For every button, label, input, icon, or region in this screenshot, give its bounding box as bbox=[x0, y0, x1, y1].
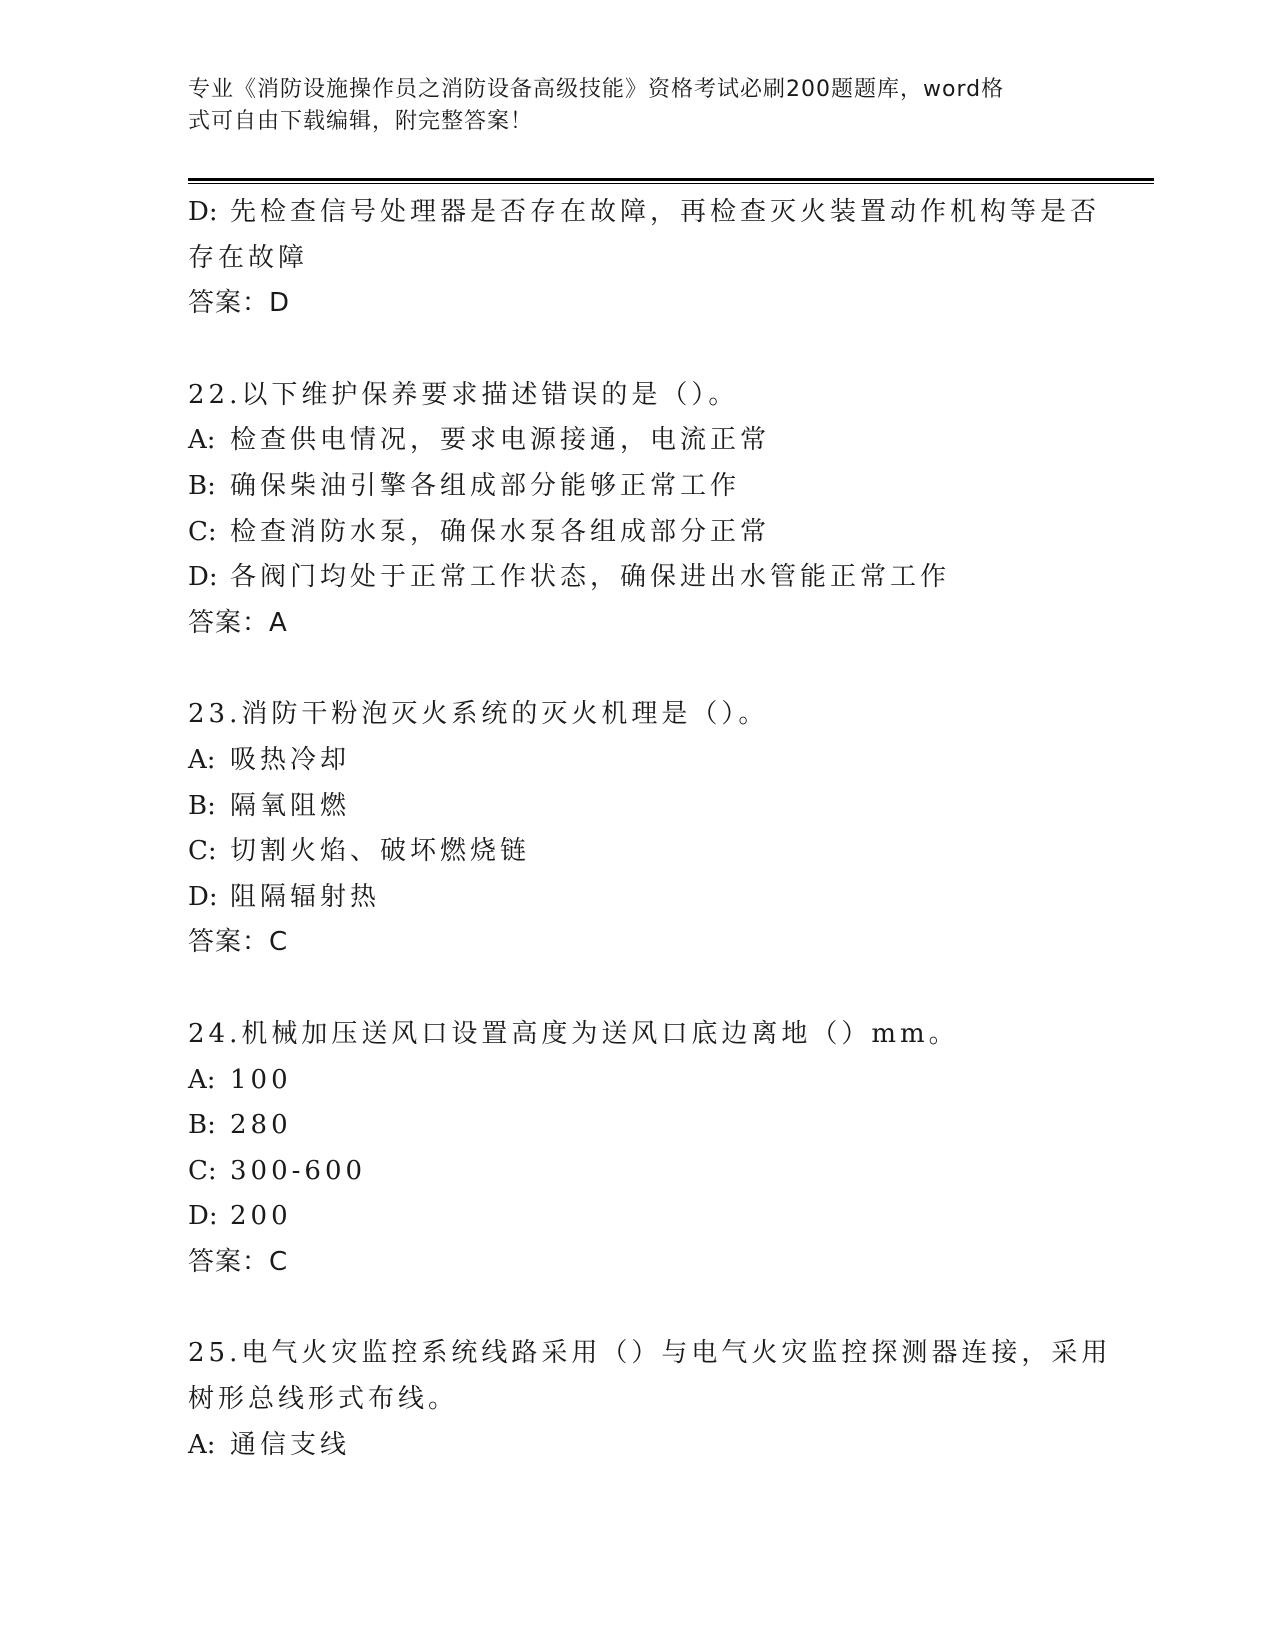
option-c bbox=[188, 510, 1088, 556]
option-label: A: bbox=[188, 1064, 216, 1095]
answer-line: 答案：C bbox=[188, 927, 289, 958]
header-divider-thin bbox=[188, 183, 1154, 184]
option-text: 切割火焰、破坏燃烧链 bbox=[230, 836, 531, 867]
option-label: D: bbox=[188, 881, 218, 912]
question-stem: 25.电气火灾监控系统线路采用（）与电气火灾监控探测器连接，采用 bbox=[188, 1338, 1112, 1369]
option-text: 隔氧阻燃 bbox=[230, 790, 351, 821]
question-list bbox=[188, 190, 1112, 1468]
option-text: 100 bbox=[230, 1064, 292, 1095]
header-line-1: 专业《消防设施操作员之消防设备高级技能》资格考试必刷200题题库，word格 bbox=[188, 77, 1005, 102]
question-23 bbox=[188, 692, 1088, 966]
option-a bbox=[188, 418, 1088, 464]
answer-line: 答案：A bbox=[188, 607, 288, 638]
option-text: 确保柴油引擎各组成部分能够正常工作 bbox=[230, 470, 741, 501]
option-text: 280 bbox=[230, 1110, 292, 1141]
option-label: D: bbox=[188, 562, 218, 593]
option-b bbox=[188, 1103, 1088, 1149]
option-d-continued: 存在故障 bbox=[188, 242, 309, 273]
question-stem-continued: 树形总线形式布线。 bbox=[188, 1384, 459, 1415]
option-label: C: bbox=[188, 516, 217, 547]
document-header bbox=[188, 74, 1088, 138]
question-stem: 22.以下维护保养要求描述错误的是（）。 bbox=[188, 379, 739, 410]
option-label: B: bbox=[188, 1110, 216, 1141]
option-d bbox=[188, 555, 1088, 601]
option-text: 各阀门均处于正常工作状态，确保进出水管能正常工作 bbox=[230, 562, 951, 593]
option-d bbox=[188, 875, 1088, 921]
option-a bbox=[188, 1423, 1088, 1469]
question-22 bbox=[188, 373, 1088, 647]
option-a bbox=[188, 1058, 1088, 1104]
option-text: 检查消防水泵，确保水泵各组成部分正常 bbox=[230, 516, 771, 547]
option-text: 200 bbox=[230, 1201, 292, 1232]
header-divider-thick bbox=[188, 178, 1154, 181]
header-line-2: 式可自由下载编辑，附完整答案！ bbox=[188, 109, 534, 134]
option-b bbox=[188, 784, 1088, 830]
option-label: B: bbox=[188, 790, 216, 821]
question-stem: 24.机械加压送风口设置高度为送风口底边离地（）mm。 bbox=[188, 1018, 959, 1049]
option-label: A: bbox=[188, 425, 216, 456]
option-b bbox=[188, 464, 1088, 510]
option-label: D: bbox=[188, 1201, 218, 1232]
option-c bbox=[188, 829, 1088, 875]
option-text: 通信支线 bbox=[230, 1429, 351, 1460]
answer-line: 答案：D bbox=[188, 288, 291, 319]
option-d bbox=[188, 1194, 1088, 1240]
option-label: A: bbox=[188, 744, 216, 775]
option-label: A: bbox=[188, 1429, 216, 1460]
option-d bbox=[188, 190, 1101, 236]
option-label: B: bbox=[188, 470, 216, 501]
option-label: D: bbox=[188, 197, 218, 227]
option-a bbox=[188, 738, 1088, 784]
question-stem: 23.消防干粉泡灭火系统的灭火机理是（）。 bbox=[188, 699, 769, 730]
question-24 bbox=[188, 1012, 1088, 1286]
option-text: 检查供电情况，要求电源接通，电流正常 bbox=[230, 425, 771, 456]
option-c bbox=[188, 1149, 1088, 1195]
option-text: 300-600 bbox=[230, 1155, 367, 1186]
option-text: 先检查信号处理器是否存在故障，再检查灭火装置动作机构等是否 bbox=[230, 197, 1101, 227]
option-text: 吸热冷却 bbox=[230, 744, 351, 775]
option-text: 阻隔辐射热 bbox=[230, 881, 381, 912]
option-label: C: bbox=[188, 1155, 217, 1186]
question-25 bbox=[188, 1331, 1112, 1468]
previous-question-tail bbox=[188, 190, 1101, 327]
answer-line: 答案：C bbox=[188, 1246, 289, 1277]
option-label: C: bbox=[188, 836, 217, 867]
